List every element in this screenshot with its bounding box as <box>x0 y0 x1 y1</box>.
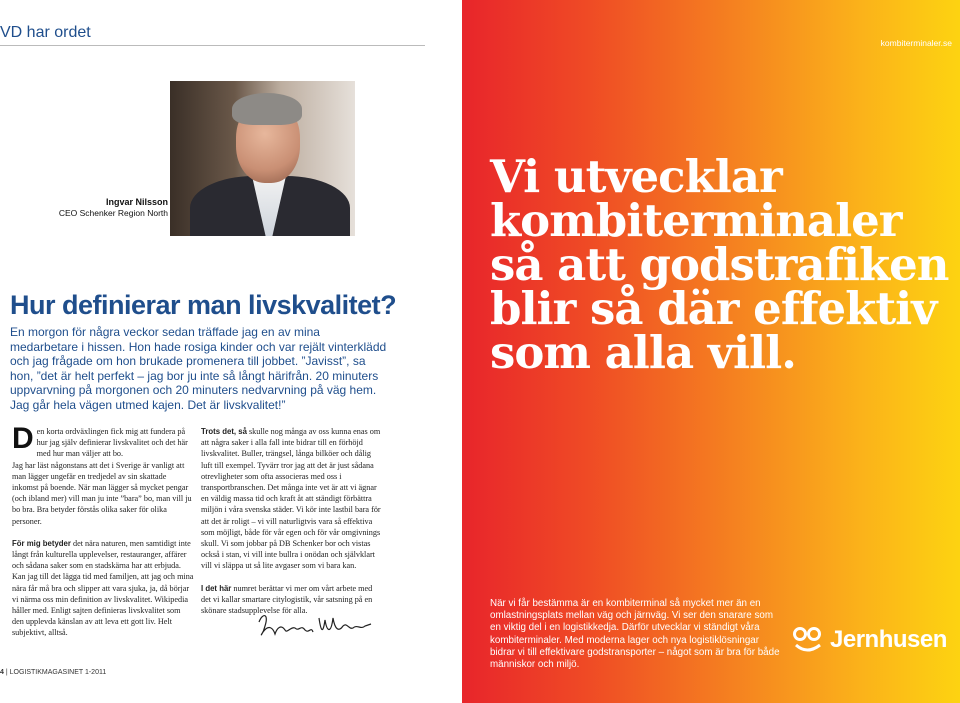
article-lede: En morgon för några veckor sedan träffade jag en av mina medarbetare i hissen. Hon hade rosiga kinder och var rejält vinterklädd och jag frågade om hon brukade promenera till jobbet. ”Javisst”, sa hon, ”det är helt perfekt – jag bor ju inte så långt härifrån. 20 minuters uppvarvning på morgonen och 20 minuters nedvarvning på väg hem. Jag går hela vägen utmed kajen. Det är livskvalitet!” <box>10 325 387 412</box>
editorial-page <box>0 0 462 703</box>
paragraph: skulle nog många av oss kunna enas om att några saker i alla fall inte bidrar till en förhöjd livskvalitet. Buller, trängsel, långa bilköer och dålig luft till exempel. Tyvärr tror jag att det är just sådana otrevligheter som ofta associeras med oss i transportbranschen. Det många inte vet är att vi ägnar en väldig massa tid och kraft åt att ständigt förbättra miljön i våra svenska städer. Vi kör inte lastbil bara för att det är roligt – vi vill naturligtvis vara så effektiva som möjligt, både för vår egen och för vår omgivnings skull. Vi som jobbar på DB Schenker bor och vistas också i stan, vi vill inte bullra i onödan och självklart vill vi släppa ut så lite avgaser som vi bara kan. <box>201 427 381 571</box>
paragraph: en korta ordväxlingen fick mig att fundera på hur jag själv definierar livskvalitet och det här med hur man väljer att bo. <box>36 427 188 459</box>
handwritten-signature <box>255 608 375 644</box>
paragraph-lead-in: Trots det, så <box>201 427 247 436</box>
paragraph: det nära naturen, men samtidigt inte långt från kulturella upplevelser, restauranger, affärer och sådana saker som en stadskärna har att erbjuda. Kan jag till det lägga tid med familjen, att jag och mina nära får må bra och slipper att vara sjuka, ja, då börjar vi närma oss min definition av livskvalitet. Wikipedia håller med. Enligt sajten definieras livskvalitet som den upplevda känslan av att leva ett gott liv. Helt subjektivt, alltså. <box>12 538 194 638</box>
jernhusen-logo <box>792 623 947 657</box>
portrait-hair <box>232 93 302 125</box>
paragraph: numret berättar vi mer om vårt arbete med det vi kallar smartare citylogistik, vår satsning på en skönare stadsupplevelse för alla. <box>201 583 373 616</box>
slogan-line: som alla vill. <box>490 326 796 379</box>
paragraph: Jag har läst någonstans att det i Sverige är vanligt att man lägger ungefär en tredjedel av sin skattade inkomst på boende. När man lägger så mycket pengar (och ibland mer) vill man ju inte ”bara” bo, man vill ju bo bra. Bra betyder förstås olika saker för olika personer. <box>12 460 192 526</box>
logo-wordmark: Jernhusen <box>830 626 947 653</box>
jernhusen-logo-icon <box>792 625 824 655</box>
paragraph-lead-in: För mig betyder <box>12 538 71 548</box>
slogan-line: så att godstrafiken <box>490 238 949 291</box>
ad-url[interactable]: kombiterminaler.se <box>880 38 952 48</box>
photo-caption-title: CEO Schenker Region North <box>58 208 168 218</box>
article-headline: Hur definierar man livskvalitet? <box>10 290 397 320</box>
section-divider <box>0 45 425 46</box>
advertisement <box>462 0 960 703</box>
page-number: 4 <box>0 669 4 676</box>
slogan-line: blir så där effektiv <box>490 282 937 335</box>
page-footer: 4 | LOGISTIKMAGASINET 1-2011 <box>0 669 107 676</box>
drop-cap: D <box>12 422 34 455</box>
ad-body-text: När vi får bestämma är en kombiterminal så mycket mer än en omlastningsplats mellan väg och järnväg. Vi ser den snarare som en viktig del i en logistikkedja. Därför utvecklar vi ständigt våra kombiterminaler. Med moderna lager och nya logistiklösningar bidrar vi till effektivare godstransporter – något som är bra för både människor och miljö. <box>490 598 780 671</box>
paragraph-lead-in: I det här <box>201 583 232 593</box>
slogan-line: Vi utvecklar <box>490 150 782 203</box>
portrait-photo <box>170 81 355 236</box>
ad-slogan <box>490 150 950 379</box>
photo-caption-name: Ingvar Nilsson <box>105 197 168 207</box>
slogan-line: kombiterminaler <box>490 194 902 247</box>
publication-name: LOGISTIKMAGASINET 1-2011 <box>9 669 107 676</box>
article-column-2 <box>201 426 383 616</box>
section-label: VD har ordet <box>0 24 91 41</box>
article-column-1 <box>12 422 194 639</box>
